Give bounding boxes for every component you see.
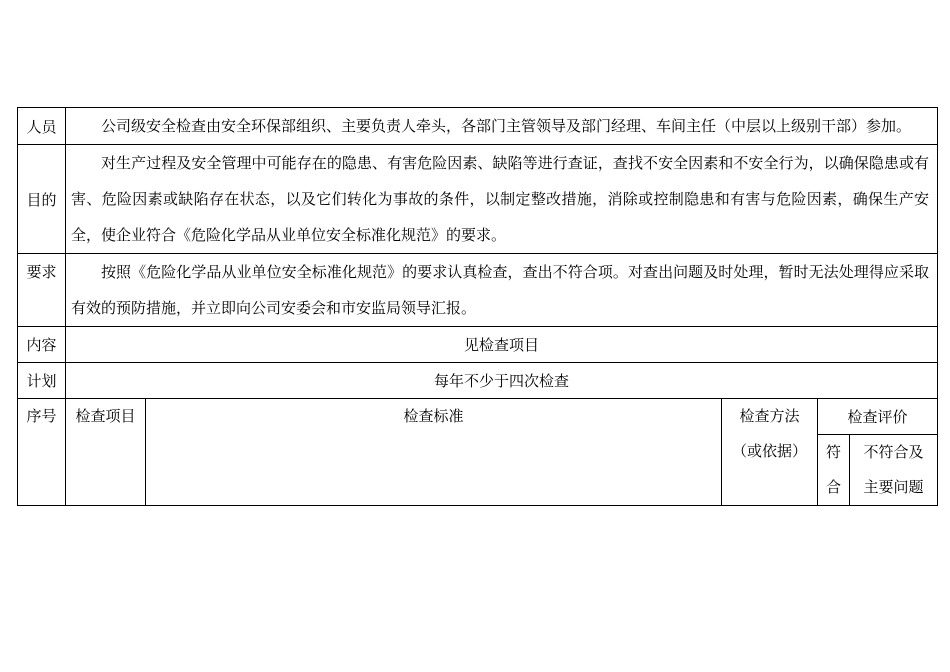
header-method-line2: （或依据） bbox=[731, 442, 807, 460]
header-standard: 检查标准 bbox=[146, 399, 722, 506]
personnel-label: 人员 bbox=[18, 108, 66, 145]
header-conform bbox=[818, 435, 850, 506]
content-label: 内容 bbox=[18, 327, 66, 363]
purpose-text: 对生产过程及安全管理中可能存在的隐患、有害危险因素、缺陷等进行查证，查找不安全因素和不安全行为，以确保隐患或有害、危险因素或缺陷存在状态，以及它们转化为事故的条件，以制定整改措施，消除或控制隐患和有害与危险因素，确保生产安全，使企业符合《危险化学品从业单位安全标准化规范》的要求。 bbox=[66, 145, 938, 254]
personnel-text: 公司级安全检查由安全环保部组织、主要负责人牵头，各部门主管领导及部门经理、车间主任（中层以上级别干部）参加。 bbox=[66, 108, 938, 145]
row-content bbox=[18, 327, 938, 363]
header-conform-line1: 符 bbox=[825, 443, 841, 461]
header-evaluation: 检查评价 bbox=[818, 399, 938, 435]
requirement-label: 要求 bbox=[18, 254, 66, 327]
content-text: 见检查项目 bbox=[66, 327, 938, 363]
header-nonconform-line2: 主要问题 bbox=[863, 478, 924, 496]
header-nonconform bbox=[850, 435, 938, 506]
header-method bbox=[722, 399, 818, 506]
header-method-line1: 检查方法 bbox=[739, 407, 800, 425]
row-purpose bbox=[18, 145, 938, 254]
requirement-text: 按照《危险化学品从业单位安全标准化规范》的要求认真检查，查出不符合项。对查出问题及时处理，暂时无法处理得应采取有效的预防措施，并立即向公司安委会和市安监局领导汇报。 bbox=[66, 254, 938, 327]
header-conform-line2: 合 bbox=[825, 478, 841, 496]
purpose-label: 目的 bbox=[18, 145, 66, 254]
row-requirement bbox=[18, 254, 938, 327]
row-personnel bbox=[18, 108, 938, 145]
plan-text: 每年不少于四次检查 bbox=[66, 363, 938, 399]
inspection-table bbox=[17, 107, 938, 506]
row-plan bbox=[18, 363, 938, 399]
plan-label: 计划 bbox=[18, 363, 66, 399]
header-nonconform-line1: 不符合及 bbox=[863, 443, 924, 461]
header-item: 检查项目 bbox=[66, 399, 146, 506]
header-seq: 序号 bbox=[18, 399, 66, 506]
header-row bbox=[18, 399, 938, 435]
